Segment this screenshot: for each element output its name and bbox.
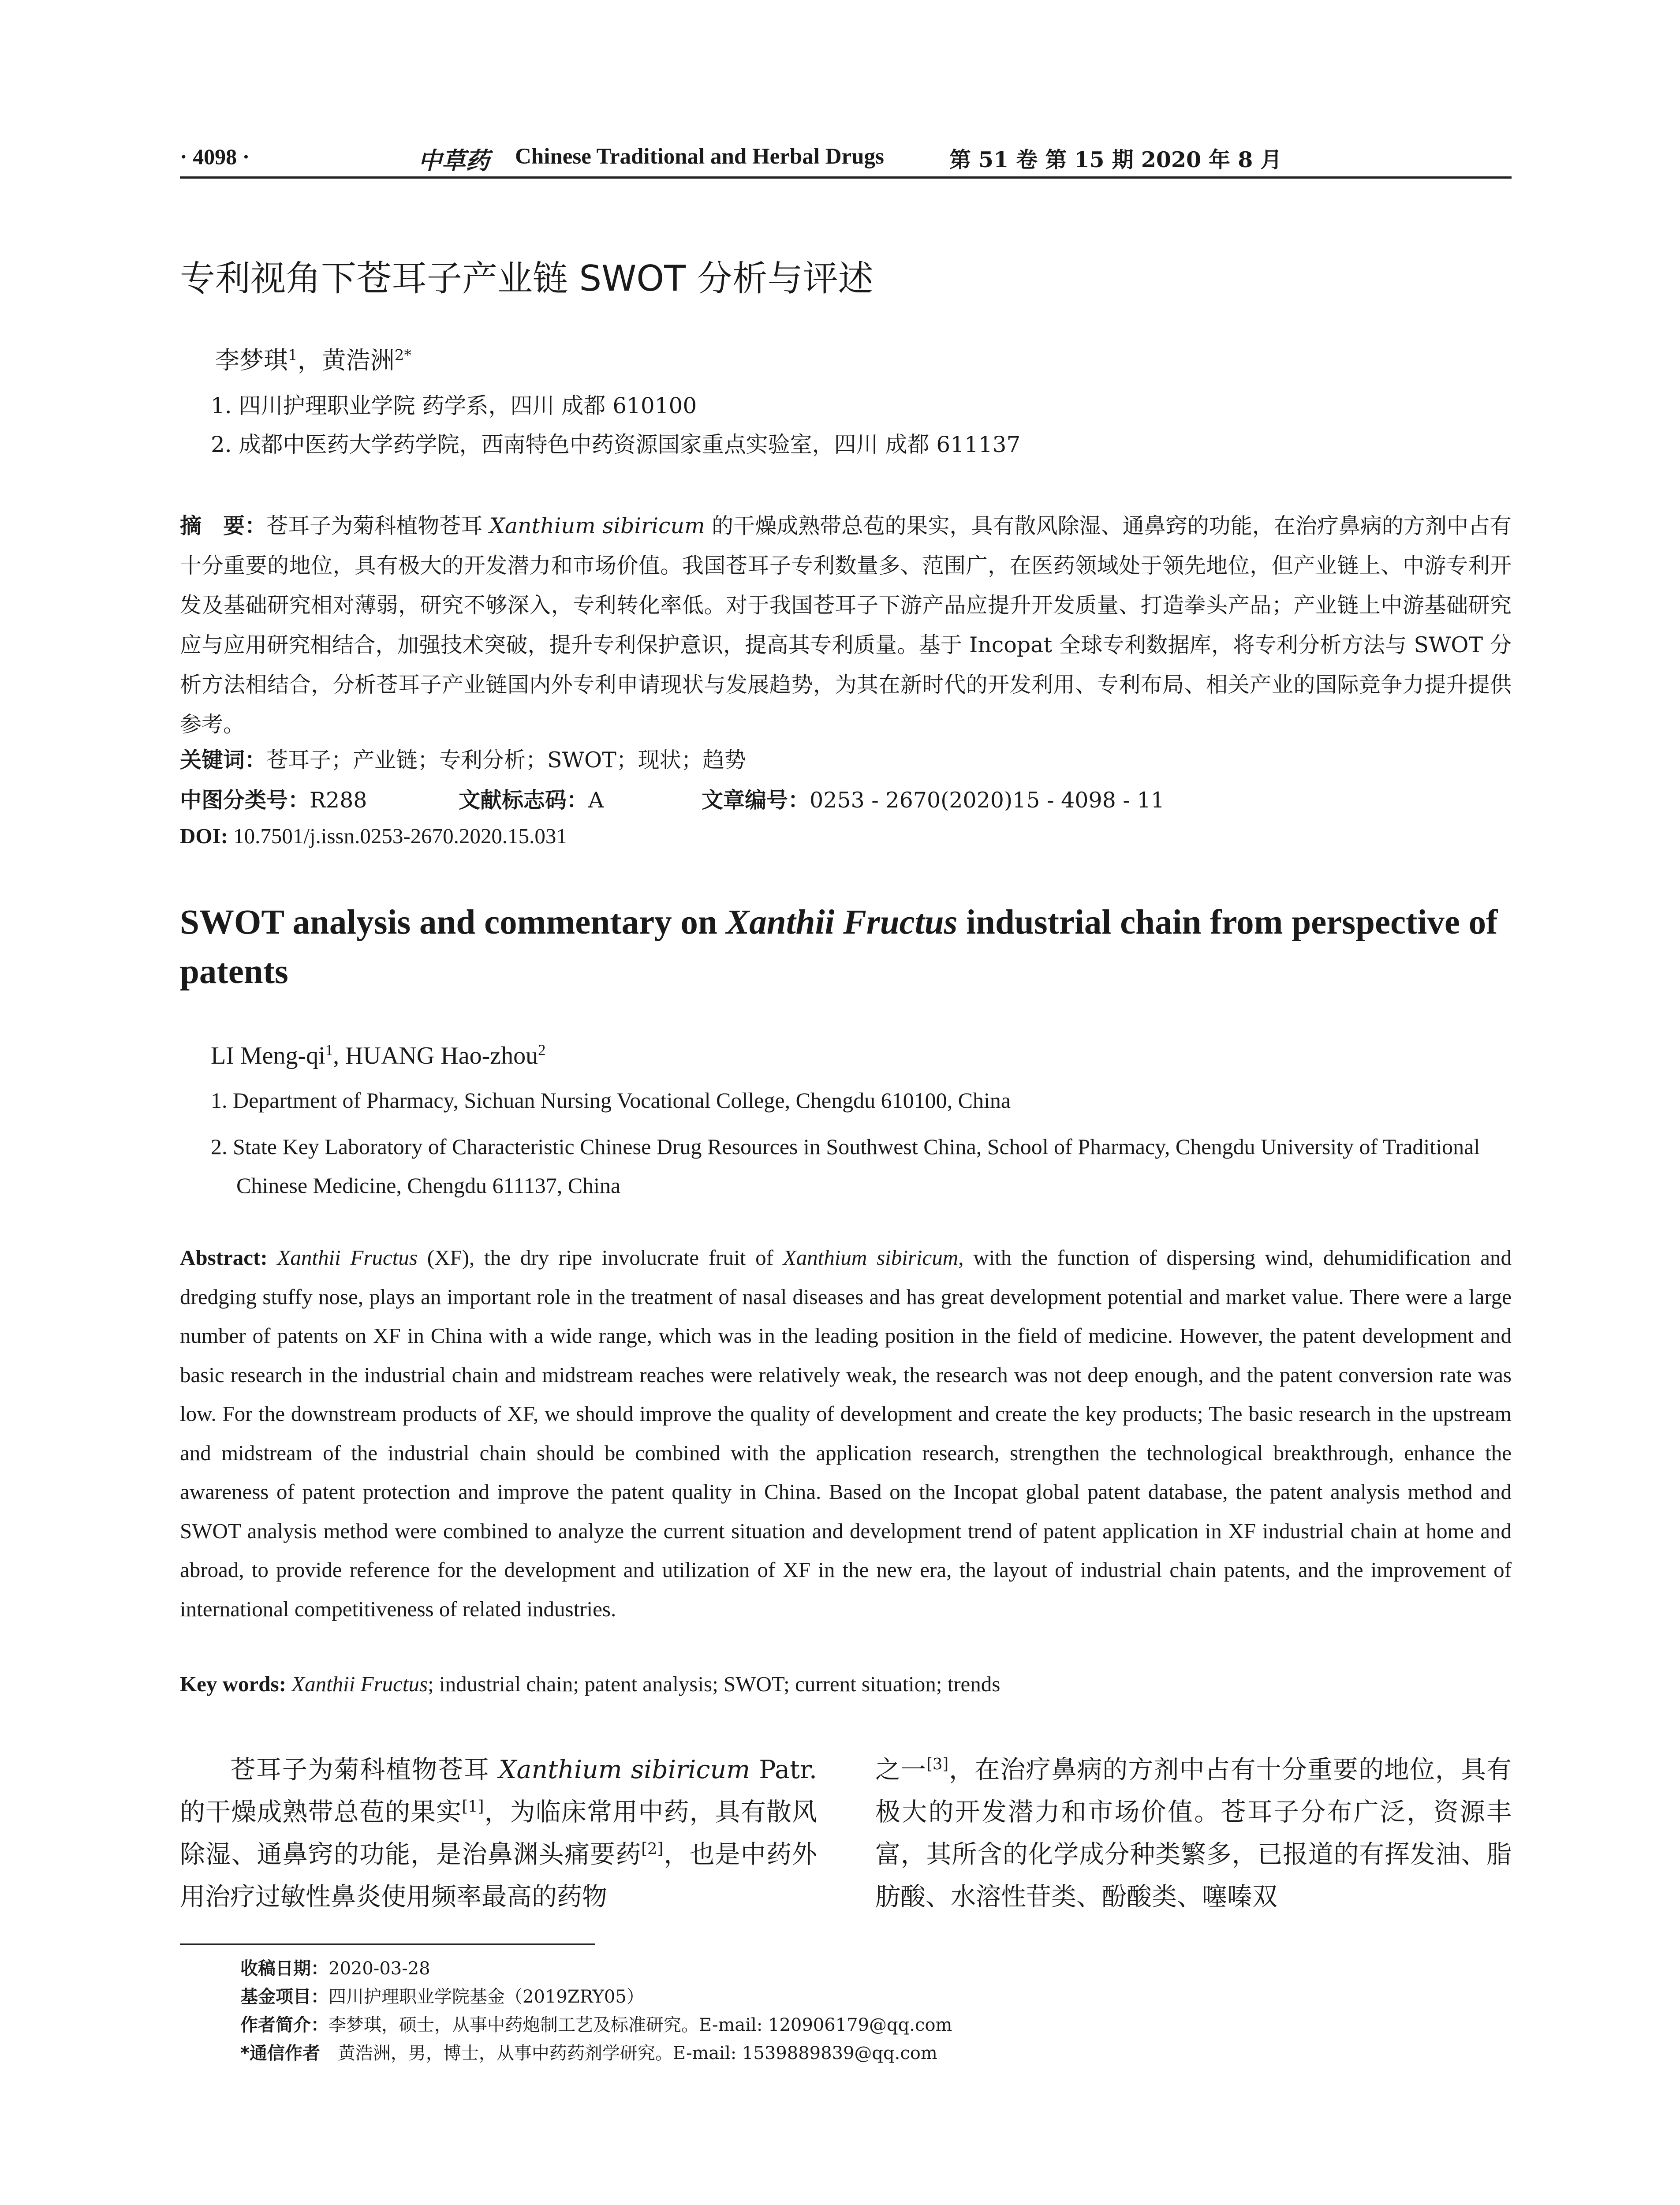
- doi-value: 10.7501/j.issn.0253-2670.2020.15.031: [228, 824, 567, 848]
- page-number: · 4098 ·: [180, 144, 250, 169]
- footnote-text: 李梦琪，硕士，从事中药炮制工艺及标准研究。E-mail: 120906179@qq.com: [329, 2015, 952, 2035]
- cn-keywords-text: 苍耳子；产业链；专利分析；SWOT；现状；趋势: [266, 747, 746, 773]
- footnote-label: 作者简介：: [240, 2015, 329, 2035]
- author-affil-mark: 1: [288, 346, 298, 364]
- clc-number: [180, 783, 367, 814]
- cn-abstract-text: 苍耳子为菊科植物苍耳: [266, 513, 489, 538]
- header-rule: [180, 176, 1512, 179]
- cn-abstract: [180, 506, 1512, 744]
- running-header: [180, 140, 1512, 176]
- en-authors: [211, 1042, 545, 1070]
- footnote-label: 收稿日期：: [240, 1958, 329, 1979]
- footnote-funding: [240, 1983, 644, 2008]
- author-affil-mark: 1: [325, 1041, 333, 1059]
- en-title-text: industrial chain from perspective of patents: [180, 903, 1498, 991]
- en-keywords-label: Key words:: [180, 1672, 286, 1696]
- footnote-text: 黄浩洲，男，博士，从事中药药剂学研究。E-mail: 1539889839@qq.com: [320, 2043, 937, 2063]
- footnote-text: 2020-03-28: [329, 1958, 430, 1979]
- author-name: 黄浩洲: [321, 346, 395, 374]
- species-name: Xanthii Fructus: [291, 1672, 428, 1696]
- species-name: Xanthium sibiricum: [489, 513, 705, 538]
- article-number-label: 文章编号：: [702, 788, 810, 813]
- footnote-author-bio: [240, 2011, 952, 2036]
- journal-name: Chinese Traditional and Herbal Drugs: [515, 144, 884, 169]
- author-name: LI Meng-qi: [211, 1042, 325, 1069]
- species-name: Xanthium sibiricum: [498, 1755, 750, 1784]
- footnote-received: [240, 1955, 430, 1980]
- en-affiliation-1: 1. Department of Pharmacy, Sichuan Nursing Vocational College, Chengdu 610100, China: [211, 1088, 1011, 1113]
- cn-affiliation-1: 1. 四川护理职业学院 药学系，四川 成都 610100: [211, 393, 697, 419]
- body-text: ，为临床常用中药，具有散风除湿、通鼻窍的功能，是治鼻渊头痛要药: [180, 1798, 818, 1869]
- cn-keywords-label: 关键词：: [180, 747, 267, 773]
- author-affil-mark: 2: [538, 1041, 546, 1059]
- doi-label: DOI:: [180, 824, 228, 848]
- cn-title: 专利视角下苍耳子产业链 SWOT 分析与评述: [180, 258, 874, 299]
- en-abstract: [180, 1238, 1512, 1629]
- footnote-text: 四川护理职业学院基金（2019ZRY05）: [329, 1987, 644, 2007]
- body-column-left: [180, 1749, 817, 1918]
- citation-ref[interactable]: [1]: [462, 1798, 484, 1816]
- footnote-rule: [180, 1943, 595, 1945]
- author-name: 李梦琪: [215, 346, 288, 374]
- en-abstract-text: , with the function of dispersing wind, dehumidification and dredging stuffy nose, plays an important role in the treatment of nasal diseases and has great development potential and market value. There were a large number of patents on XF in China with a wide range, which was in the leading position in the field of medicine. However, the patent development and basic research in the industrial chain and midstream reaches were relatively weak, the research was not deep enough, and the patent conversion rate was low. For the downstream products of XF, we should improve the quality of development and create the key products; The basic research in the upstream and midstream of the industrial chain should be combined with the application research, strengthen the technological breakthrough, enhance the awareness of patent protection and improve the patent quality in China. Based on the Incopat global patent database, the patent analysis method and SWOT analysis method were combined to analyze the current situation and development trend of patent application in XF industrial chain at home and abroad, to provide reference for the development and utilization of XF in the new era, the layout of industrial chain patents, and the improvement of international competitiveness of related industries.: [180, 1245, 1512, 1621]
- document-code-label: 文献标志码：: [459, 788, 589, 813]
- footnote-label: 基金项目：: [240, 1987, 329, 2007]
- cn-abstract-text: 的干燥成熟带总苞的果实，具有散风除湿、通鼻窍的功能，在治疗鼻病的方剂中占有十分重要的地位，具有极大的开发潜力和市场价值。我国苍耳子专利数量多、范围广，在医药领域处于领先地位，但产业链上、中游专利开发及基础研究相对薄弱，研究不够深入，专利转化率低。对于我国苍耳子下游产品应提升开发质量、打造拳头产品；产业链上中游基础研究应与应用研究相结合，加强技术突破，提升专利保护意识，提高其专利质量。基于 Incopat 全球专利数据库，将专利分析方法与 SWOT 分析方法相结合，分析苍耳子产业链国内外专利申请现状与发展趋势，为其在新时代的开发利用、专利布局、相关产业的国际竞争力提升提供参考。: [180, 513, 1512, 737]
- footnote-corresponding-author: [240, 2039, 937, 2064]
- citation-ref[interactable]: [2]: [641, 1840, 664, 1858]
- species-name: Xanthium sibiricum: [783, 1245, 959, 1270]
- clc-label: 中图分类号：: [180, 788, 310, 813]
- body-text: Patr. 的干燥成熟带总苞的果实: [180, 1755, 818, 1827]
- author-separator: ，: [297, 346, 322, 374]
- en-keywords: [180, 1671, 1000, 1697]
- author-separator: ,: [333, 1042, 346, 1069]
- author-affil-mark: 2*: [394, 346, 412, 364]
- cn-abstract-label: 摘 要：: [180, 513, 267, 538]
- citation-ref[interactable]: [3]: [926, 1755, 949, 1773]
- species-name: Xanthii Fructus: [277, 1245, 418, 1270]
- issue-info: 第 51 卷 第 15 期 2020 年 8 月: [949, 147, 1282, 172]
- body-text: ，也是中药外用治疗过敏性鼻炎使用频率最高的药物: [180, 1840, 818, 1911]
- en-abstract-label: Abstract:: [180, 1245, 268, 1270]
- body-text: ，在治疗鼻病的方剂中占有十分重要的地位，具有极大的开发潜力和市场价值。苍耳子分布广泛，资源丰富，其所含的化学成分种类繁多，已报道的有挥发油、脂肪酸、水溶性苷类、酚酸类、噻嗪双: [875, 1755, 1512, 1911]
- en-keywords-text: ; industrial chain; patent analysis; SWOT; current situation; trends: [428, 1672, 1001, 1696]
- en-abstract-text: (XF), the dry ripe involucrate fruit of: [417, 1245, 783, 1270]
- cn-keywords: [180, 743, 746, 774]
- en-title: [180, 898, 1512, 997]
- document-code-value: A: [588, 788, 604, 813]
- document-code: [459, 783, 604, 814]
- author-name: HUANG Hao-zhou: [345, 1042, 538, 1069]
- body-text: 之一: [875, 1755, 927, 1784]
- body-column-right: [875, 1749, 1512, 1918]
- body-text: 苍耳子为菊科植物苍耳: [230, 1755, 499, 1784]
- cn-authors: [215, 341, 411, 376]
- journal-logo: 中草药: [418, 146, 489, 175]
- en-affiliation-2: 2. State Key Laboratory of Characteristic Chinese Drug Resources in Southwest China, School of Pharmacy, Chengdu University of Traditional Chinese Medicine, Chengdu 611137, China: [211, 1134, 1480, 1198]
- doi: [180, 823, 567, 848]
- article-number: [702, 783, 1165, 814]
- en-title-italic: Xanthii Fructus: [726, 903, 958, 942]
- footnote-label: *通信作者: [240, 2043, 320, 2063]
- clc-value: R288: [310, 788, 367, 813]
- cn-affiliation-2: 2. 成都中医药大学药学院，西南特色中药资源国家重点实验室，四川 成都 611137: [211, 432, 1021, 457]
- en-title-text: SWOT analysis and commentary on: [180, 903, 726, 942]
- article-number-value: 0253 - 2670(2020)15 - 4098 - 11: [810, 788, 1165, 813]
- cn-classification-row: [180, 783, 1512, 814]
